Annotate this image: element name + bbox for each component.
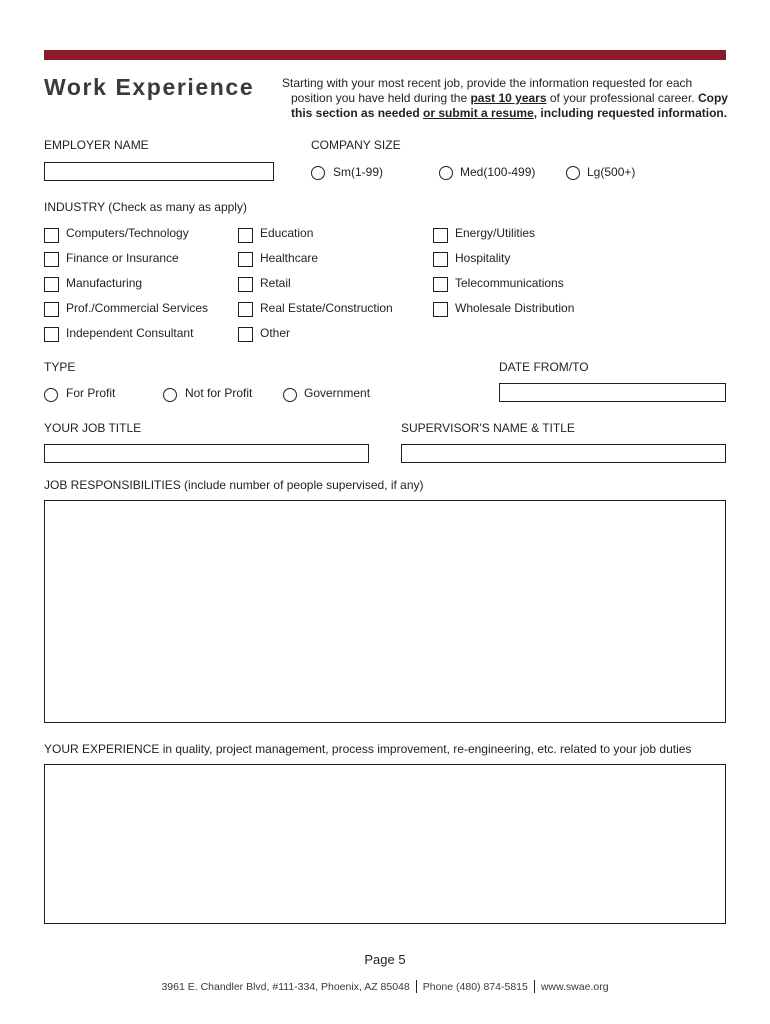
industry-wholesale-checkbox[interactable] bbox=[433, 302, 448, 317]
intro-line-2-prefix: position you have held during the bbox=[291, 91, 471, 105]
company-size-med-label: Med(100-499) bbox=[460, 165, 536, 179]
intro-line-1: Starting with your most recent job, provide the information requested for each bbox=[282, 76, 693, 90]
industry-healthcare-label: Healthcare bbox=[260, 251, 319, 265]
industry-manufacturing-checkbox[interactable] bbox=[44, 277, 59, 292]
company-size-lg-label: Lg(500+) bbox=[587, 165, 636, 179]
type-for-profit-label: For Profit bbox=[66, 386, 116, 400]
industry-real-estate-label: Real Estate/Construction bbox=[260, 301, 393, 315]
industry-energy-label: Energy/Utilities bbox=[455, 226, 536, 240]
type-government-radio[interactable] bbox=[283, 388, 297, 402]
experience-textarea[interactable] bbox=[44, 764, 726, 924]
industry-independent-checkbox[interactable] bbox=[44, 327, 59, 342]
industry-hospitality-checkbox[interactable] bbox=[433, 252, 448, 267]
industry-telecom-checkbox[interactable] bbox=[433, 277, 448, 292]
intro-line-3 bbox=[282, 106, 742, 121]
company-size-label: COMPANY SIZE bbox=[311, 138, 401, 152]
company-size-sm-label: Sm(1-99) bbox=[333, 165, 384, 179]
intro-emphasis-10-years: past 10 years bbox=[470, 91, 547, 105]
industry-computers-checkbox[interactable] bbox=[44, 228, 59, 243]
industry-prof-commercial-checkbox[interactable] bbox=[44, 302, 59, 317]
employer-name-field[interactable] bbox=[44, 162, 274, 181]
industry-retail-checkbox[interactable] bbox=[238, 277, 253, 292]
industry-other-label: Other bbox=[260, 326, 291, 340]
job-responsibilities-textarea[interactable] bbox=[44, 500, 726, 723]
type-government-label: Government bbox=[304, 386, 371, 400]
industry-other-checkbox[interactable] bbox=[238, 327, 253, 342]
job-responsibilities-label: JOB RESPONSIBILITIES (include number of people supervised, if any) bbox=[44, 478, 424, 492]
footer-divider bbox=[416, 980, 417, 993]
industry-prof-commercial-label: Prof./Commercial Services bbox=[66, 301, 209, 315]
company-size-sm-radio[interactable] bbox=[311, 166, 325, 180]
industry-manufacturing-label: Manufacturing bbox=[66, 276, 143, 290]
industry-computers-label: Computers/Technology bbox=[66, 226, 189, 240]
footer-phone: Phone (480) 874-5815 bbox=[422, 981, 528, 993]
supervisor-field[interactable] bbox=[401, 444, 726, 463]
industry-retail-label: Retail bbox=[260, 276, 291, 290]
industry-energy-checkbox[interactable] bbox=[433, 228, 448, 243]
header-accent-bar bbox=[44, 50, 726, 60]
industry-education-checkbox[interactable] bbox=[238, 228, 253, 243]
page-title: Work Experience bbox=[44, 74, 255, 100]
intro-emphasis-resume: or submit a resume bbox=[423, 106, 534, 120]
intro-line-2-suffix: of your professional career. bbox=[546, 91, 698, 105]
experience-label: YOUR EXPERIENCE in quality, project management, process improvement, re-engineering, etc. related to your job duties bbox=[44, 742, 692, 756]
footer-address: 3961 E. Chandler Blvd, #111-334, Phoenix, AZ 85048 bbox=[161, 981, 410, 993]
job-title-field[interactable] bbox=[44, 444, 369, 463]
type-for-profit-radio[interactable] bbox=[44, 388, 58, 402]
footer-website[interactable]: www.swae.org bbox=[540, 981, 609, 993]
type-label: TYPE bbox=[44, 360, 76, 374]
industry-independent-label: Independent Consultant bbox=[66, 326, 194, 340]
company-size-med-radio[interactable] bbox=[439, 166, 453, 180]
intro-line-3-tail: , including requested information. bbox=[533, 106, 728, 120]
intro-line-3-prefix: this section as needed bbox=[291, 106, 424, 120]
industry-hospitality-label: Hospitality bbox=[455, 251, 511, 265]
job-title-label: YOUR JOB TITLE bbox=[44, 421, 142, 435]
intro-text bbox=[282, 76, 742, 121]
supervisor-label: SUPERVISOR'S NAME & TITLE bbox=[401, 421, 575, 435]
industry-telecom-label: Telecommunications bbox=[455, 276, 564, 290]
footer-divider bbox=[534, 980, 535, 993]
intro-copy-word: Copy bbox=[697, 91, 728, 105]
company-size-lg-radio[interactable] bbox=[566, 166, 580, 180]
footer bbox=[0, 980, 770, 993]
date-from-to-field[interactable] bbox=[499, 383, 726, 402]
employer-name-label: EMPLOYER NAME bbox=[44, 138, 149, 152]
type-not-for-profit-label: Not for Profit bbox=[185, 386, 253, 400]
date-from-to-label: DATE FROM/TO bbox=[499, 360, 589, 374]
industry-healthcare-checkbox[interactable] bbox=[238, 252, 253, 267]
industry-education-label: Education bbox=[260, 226, 314, 240]
intro-line-2 bbox=[282, 91, 742, 106]
type-not-for-profit-radio[interactable] bbox=[163, 388, 177, 402]
page-number: Page 5 bbox=[364, 952, 406, 967]
industry-label: INDUSTRY (Check as many as apply) bbox=[44, 200, 247, 214]
industry-finance-checkbox[interactable] bbox=[44, 252, 59, 267]
industry-wholesale-label: Wholesale Distribution bbox=[455, 301, 575, 315]
industry-finance-label: Finance or Insurance bbox=[66, 251, 179, 265]
industry-real-estate-checkbox[interactable] bbox=[238, 302, 253, 317]
